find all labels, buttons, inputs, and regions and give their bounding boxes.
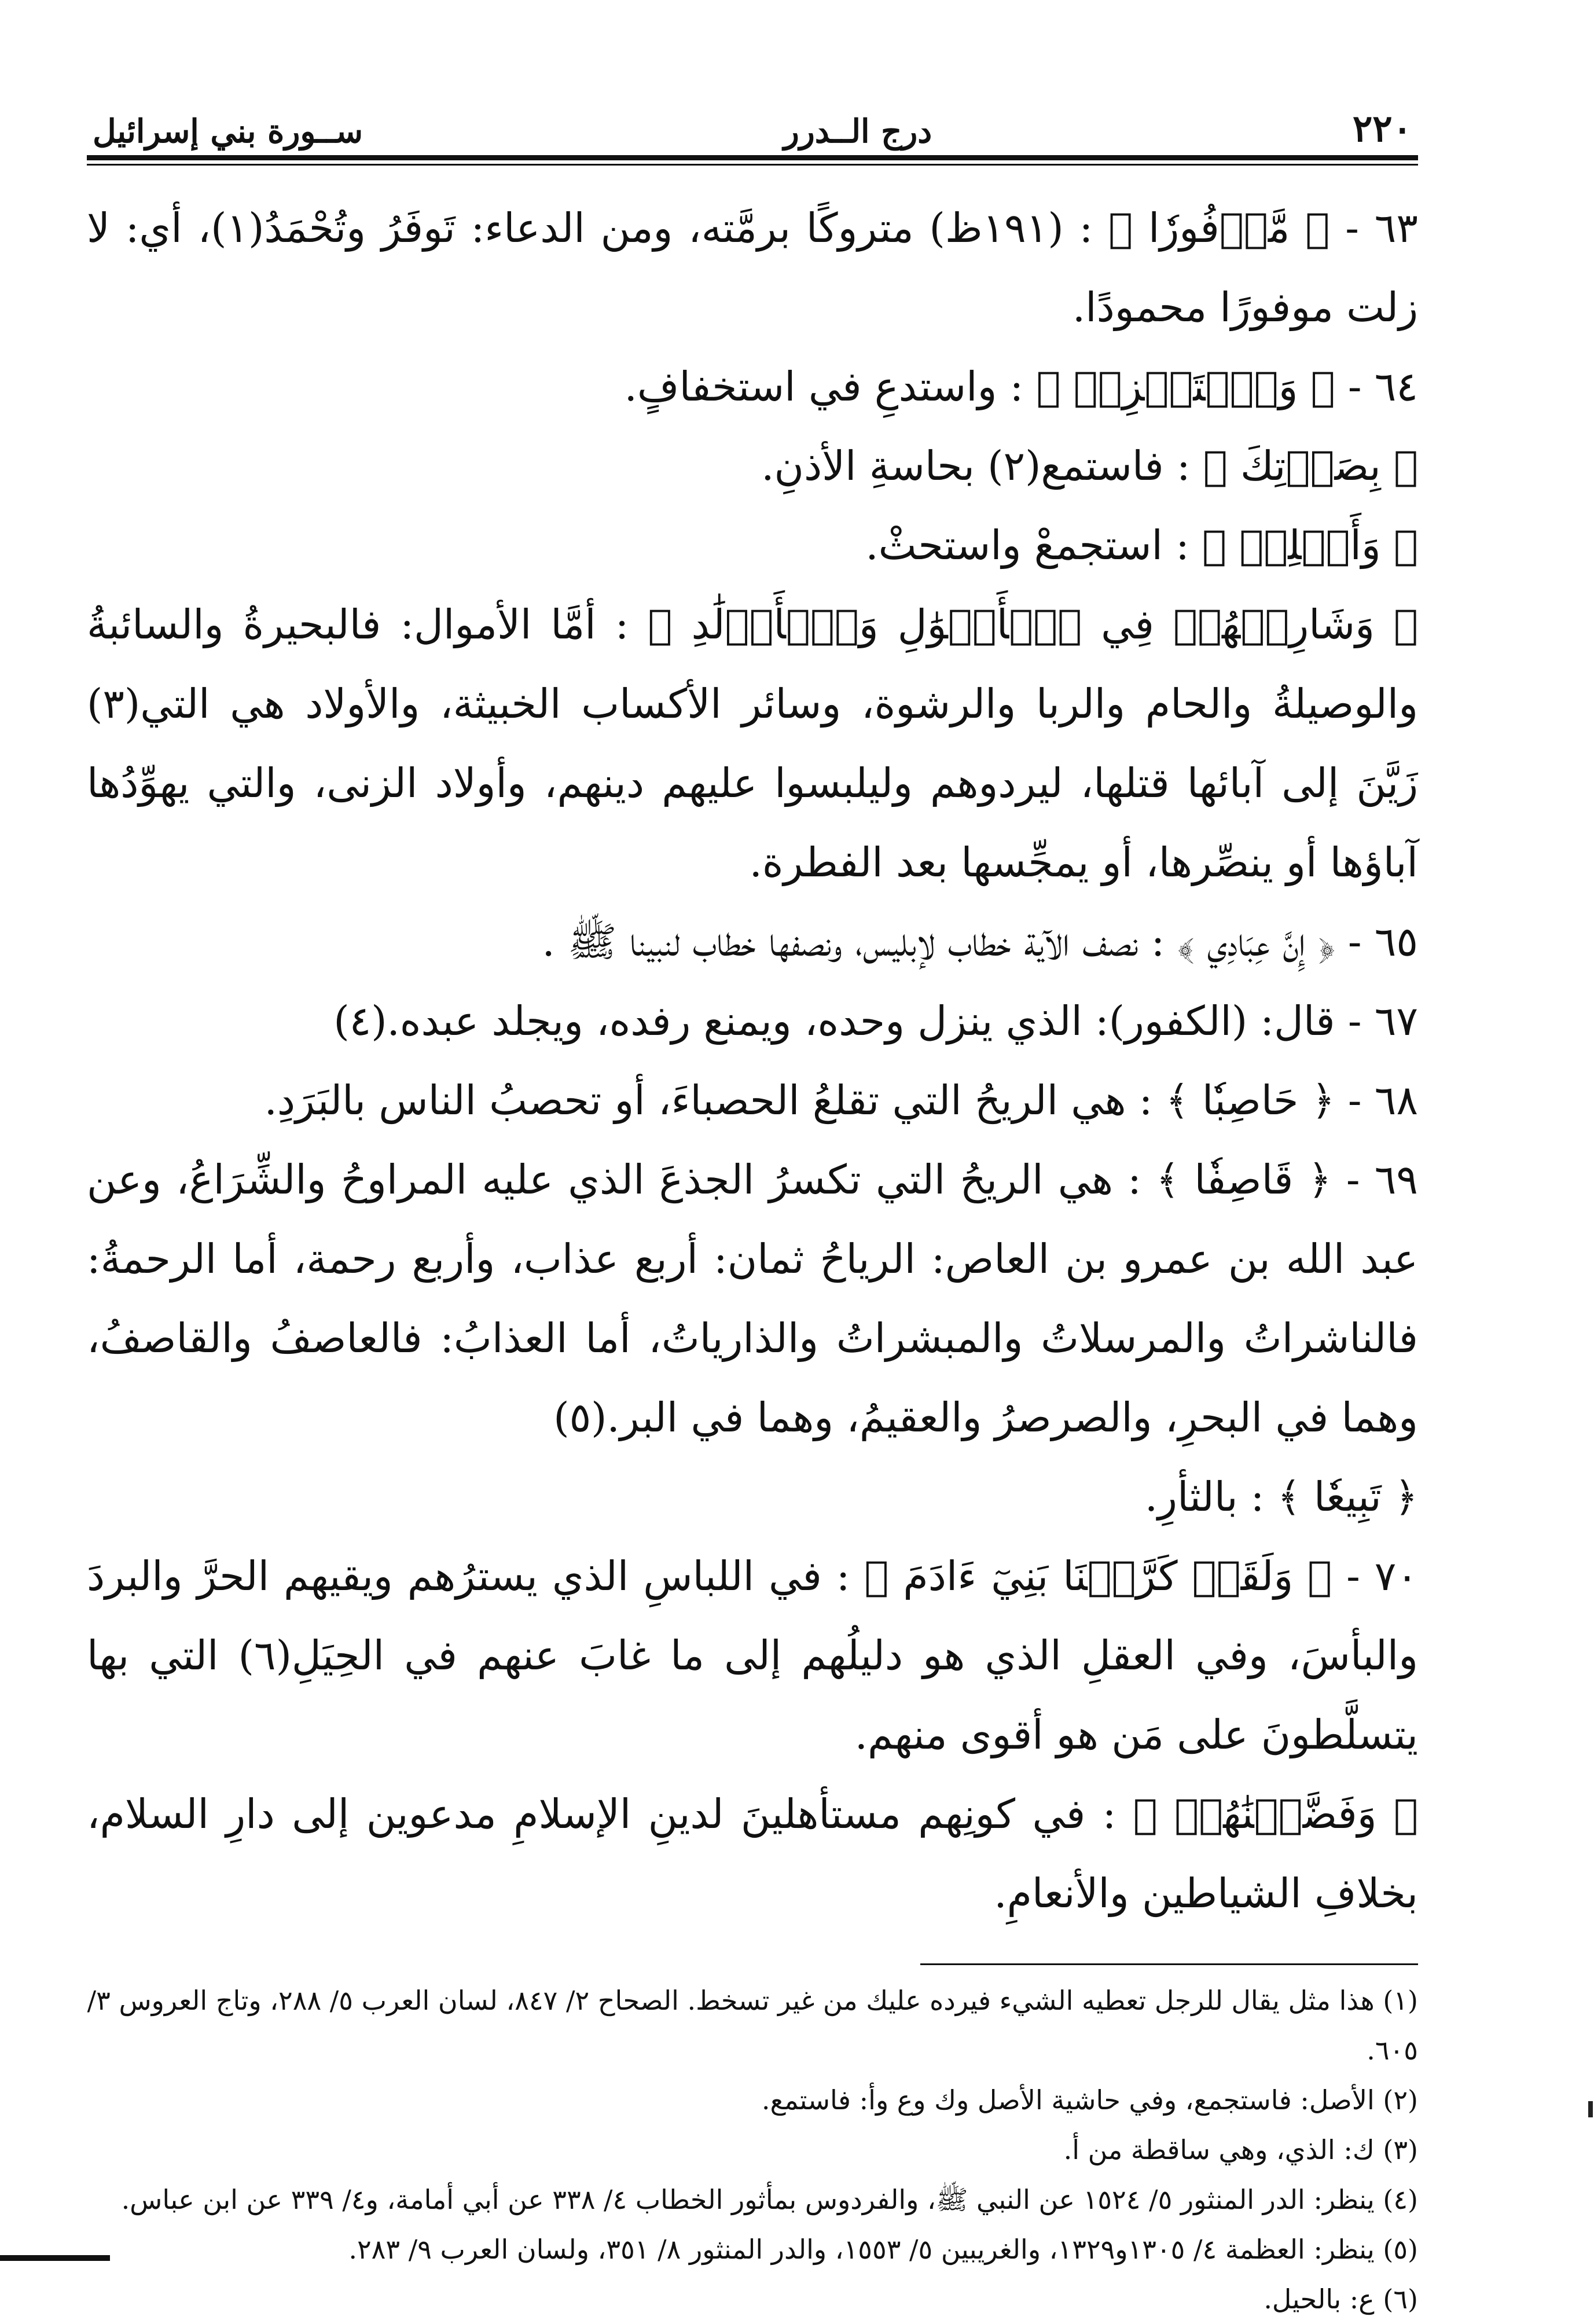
paragraph-69: ٦٩ - ﴿ قَاصِفٗا ﴾ : هي الريحُ التي تكسرُ الجذعَ الذي عليه المراوحُ والشِّرَاعُ، وعن عبد الله بن عمرو بن العاص: الرياحُ ثمان: أربع عذاب، وأربع رحمة، أما الرحمةُ: فالناشراتُ والمرسلاتُ والمبشراتُ والذارياتُ، أما العذابُ: فالعاصفُ والقاصفُ، وهما في البحرِ، والصرصرُ والعقيمُ، وهما في البر.(٥) (87, 1156, 1418, 1441)
footnote-separator (920, 1963, 1418, 1965)
book-title: درج الــدرر (783, 112, 932, 150)
scan-edge-mark (0, 2255, 110, 2261)
page-header (87, 98, 1418, 154)
paragraph-64: ٦٤ - ﴿ وَٱسۡتَفۡزِزۡ ﴾ : واستدعِ في استخفافٍ. (624, 363, 1418, 410)
header-rule-thin (87, 164, 1418, 166)
footnotes (87, 1976, 1418, 2324)
book-page (87, 98, 1418, 2324)
footnote-3: (٣) ك: الذي، وهي ساقطة من أ. (1063, 2134, 1418, 2165)
footnote-1: (١) هذا مثل يقال للرجل تعطيه الشيء فيرده عليك من غير تسخط. الصحاح ٢/ ٨٤٧، لسان العرب ٥/ ٢٨٨، وتاج العروس ٣/ ٦٠٥. (87, 1985, 1418, 2066)
paragraph-70: ٧٠ - ﴿ وَلَقَدۡ كَرَّمۡنَا بَنِيٓ ءَادَمَ ﴾ : في اللباسِ الذي يسترُهم ويقيهم الحرَّ والبردَ والبأسَ، وفي العقلِ الذي هو دليلُهم إلى ما غابَ عنهم في الحِيَلِ(٦) التي بها يتسلَّطونَ على مَن هو أقوى منهم. (87, 1552, 1418, 1758)
paragraph-wajlib: ﴿ وَأَجۡلِبۡ ﴾ : استجمعْ واستحثْ. (865, 522, 1418, 569)
scan-side-mark (1588, 2101, 1593, 2117)
footnote-5: (٥) ينظر: العظمة ٤/ ١٣٠٥و١٣٢٩، والغريبين ٥/ ١٥٥٣، والدر المنثور ٨/ ٣٥١، ولسان العرب ٩/ ٢٨٣. (348, 2234, 1418, 2265)
paragraph-washarikhum: ﴿ وَشَارِكۡهُمۡ فِي ٱلۡأَمۡوَٰلِ وَٱلۡأَوۡلَٰدِ ﴾ : أمَّا الأموال: فالبحيرةُ والسائبةُ والوصيلةُ والحام والربا والرشوة، وسائر الأكساب الخبيثة، والأولاد هي التي(٣) زَيَّنَ إلى آبائها قتلها، ليردوهم وليلبسوا عليهم دينهم، وأولاد الزنى، والتي يهوِّدُها آباؤها أو ينصِّرها، أو يمجِّسها بعد الفطرة. (87, 601, 1418, 886)
paragraph-bisawtika: ﴿ بِصَوۡتِكَ ﴾ : فاستمع(٢) بحاسةِ الأذنِ. (761, 442, 1418, 490)
paragraph-wafaddalnahum: ﴿ وَفَضَّلۡنَٰهُمۡ ﴾ : في كونِهم مستأهلينَ لدينِ الإسلامِ مدعوين إلى دارِ السلام، بخلافِ الشياطين والأنعامِ. (87, 1790, 1418, 1917)
paragraph-63: ٦٣ - ﴿ مَّوۡفُورٗا ﴾ : (١٩١ظ) متروكًا برمَّته، ومن الدعاء: تَوفَرُ وتُحْمَدُ(١)، أي: لا زلت موفورًا محمودًا. (87, 204, 1418, 331)
paragraph-67: ٦٧ - قال: (الكفور): الذي ينزل وحده، ويمنع رفده، ويجلد عبده.(٤) (333, 997, 1418, 1045)
main-text (87, 189, 1418, 1933)
paragraph-68: ٦٨ - ﴿ حَاصِبٗا ﴾ : هي الريحُ التي تقلعُ الحصباءَ، أو تحصبُ الناس بالبَرَدِ. (264, 1077, 1418, 1124)
header-rule-thick (87, 155, 1418, 160)
footnote-4: (٤) ينظر: الدر المنثور ٥/ ١٥٢٤ عن النبي ﷺ، والفردوس بمأثور الخطاب ٤/ ٣٣٨ عن أبي أمامة، و٤/ ٣٣٩ عن ابن عباس. (121, 2184, 1418, 2215)
page-number: ٢٢٠ (1352, 107, 1412, 150)
paragraph-tabian: ﴿ تَبِيعٗا ﴾ : بالثأرِ. (1144, 1473, 1418, 1521)
surah-title: ســورة بني إسرائيل (93, 112, 363, 150)
footnote-2: (٢) الأصل: فاستجمع، وفي حاشية الأصل وك وع وأ: فاستمع. (761, 2084, 1418, 2116)
paragraph-65: ٦٥ - ﴿ إِنَّ عِبَادِي ﴾ : نصف الآية خطاب لإبليس، ونصفها خطاب لنبينا ﷺ . (542, 918, 1418, 965)
footnote-6: (٦) ع: بالحيل. (1264, 2283, 1418, 2315)
